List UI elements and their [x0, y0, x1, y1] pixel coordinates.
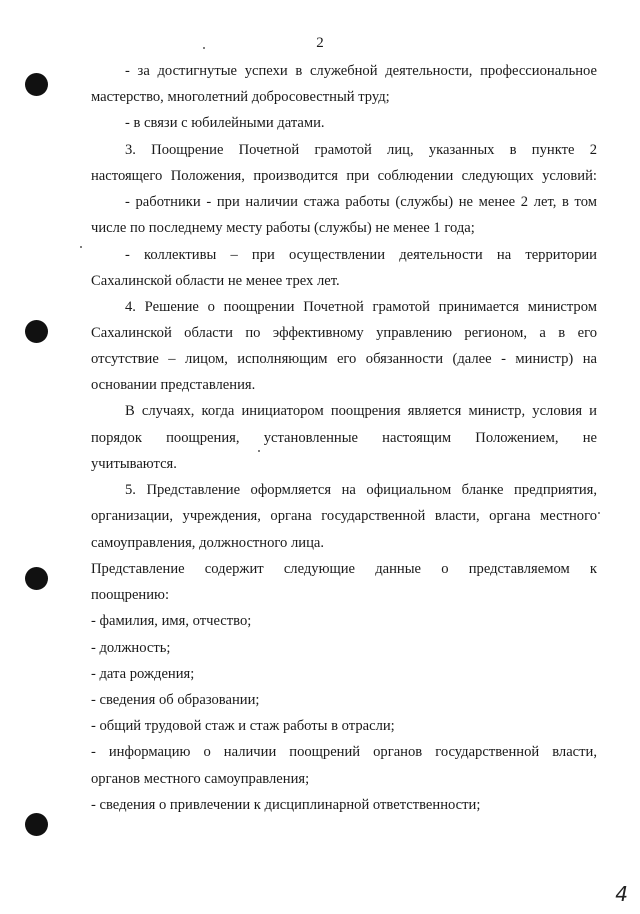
- text-line: числе по последнему месту работы (службы) не менее 1 года;: [91, 220, 475, 236]
- scan-speck: [598, 512, 600, 514]
- text-line: - в связи с юбилейными датами.: [125, 115, 325, 131]
- text-line: В случаях, когда инициатором поощрения является министр, условия и: [125, 403, 597, 419]
- text-line: - коллективы – при осуществлении деятельности на территории: [125, 247, 597, 263]
- text-line: - должность;: [91, 640, 171, 656]
- punch-hole: [25, 320, 48, 343]
- text-line: - общий трудовой стаж и стаж работы в отрасли;: [91, 718, 395, 734]
- text-line: органов местного самоуправления;: [91, 771, 310, 787]
- text-line: самоуправления, должностного лица.: [91, 535, 325, 551]
- text-line: отсутствие – лицом, исполняющим его обязанности (далее - министр) на: [91, 351, 597, 367]
- text-line: - за достигнутые успехи в служебной деятельности, профессиональное: [125, 63, 597, 79]
- text-line: Сахалинской области по эффективному управлению регионом, а в его: [91, 325, 597, 341]
- scan-speck: [258, 450, 260, 452]
- text-line: - сведения об образовании;: [91, 692, 260, 708]
- text-line: основании представления.: [91, 377, 256, 393]
- text-line: Представление содержит следующие данные о представляемом к: [91, 561, 597, 577]
- text-line: - сведения о привлечении к дисциплинарной ответственности;: [91, 797, 481, 813]
- punch-hole: [25, 813, 48, 836]
- text-line: - информацию о наличии поощрений органов государственной власти,: [91, 744, 597, 760]
- punch-hole: [25, 73, 48, 96]
- text-line: мастерство, многолетний добросовестный труд;: [91, 89, 390, 105]
- text-line: 5. Представление оформляется на официальном бланке предприятия,: [125, 482, 597, 498]
- page-number: 2: [316, 35, 324, 51]
- text-line: Сахалинской области не менее трех лет.: [91, 273, 340, 289]
- handwritten-page-mark: 4: [615, 882, 628, 906]
- scan-speck: [80, 246, 82, 248]
- text-line: - дата рождения;: [91, 666, 195, 682]
- text-line: поощрению:: [91, 587, 169, 603]
- text-line: настоящего Положения, производится при соблюдении следующих условий:: [91, 168, 597, 184]
- text-line: учитываются.: [91, 456, 177, 472]
- punch-hole: [25, 567, 48, 590]
- text-line: 3. Поощрение Почетной грамотой лиц, указанных в пункте 2: [125, 142, 597, 158]
- text-line: порядок поощрения, установленные настоящим Положением, не: [91, 430, 597, 446]
- text-line: 4. Решение о поощрении Почетной грамотой принимается министром: [125, 299, 597, 315]
- text-line: организации, учреждения, органа государственной власти, органа местного: [91, 508, 597, 524]
- text-line: - работники - при наличии стажа работы (службы) не менее 2 лет, в том: [125, 194, 597, 210]
- text-line: - фамилия, имя, отчество;: [91, 613, 252, 629]
